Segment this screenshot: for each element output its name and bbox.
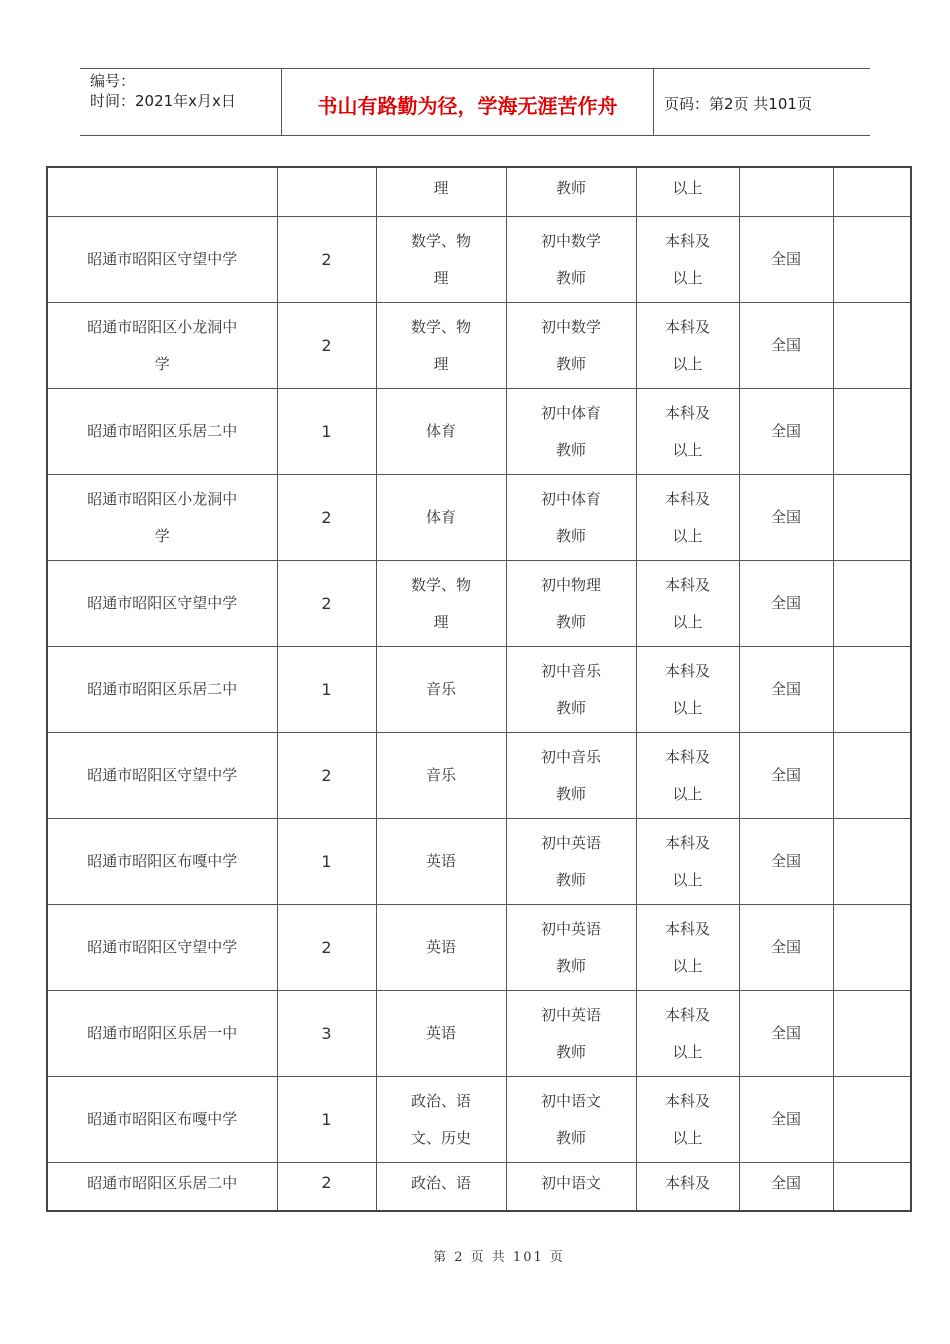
cell-education	[636, 819, 739, 905]
cell-note	[833, 389, 911, 475]
cell-text: 初中物理 教师	[540, 575, 601, 631]
cell-text: 初中体育 教师	[540, 489, 601, 545]
cell-text: 音乐	[425, 766, 456, 784]
cell-text: 昭通市昭阳区乐居一中	[87, 1024, 238, 1042]
cell-text: 3	[321, 1024, 332, 1043]
cell-school	[47, 561, 277, 647]
cell-position	[506, 1077, 636, 1163]
cell-note	[833, 905, 911, 991]
cell-text: 昭通市昭阳区乐居二中	[87, 1174, 238, 1192]
cell-position	[506, 167, 636, 217]
cell-education	[636, 1163, 739, 1212]
cell-note	[833, 819, 911, 905]
cell-text: 本科及 以上	[664, 661, 710, 717]
cell-position	[506, 819, 636, 905]
cell-education	[636, 991, 739, 1077]
cell-text: 全国	[770, 1024, 801, 1042]
cell-count	[277, 1077, 376, 1163]
cell-note	[833, 167, 911, 217]
cell-text: 政治、语	[410, 1174, 471, 1192]
cell-text: 本科及 以上	[664, 317, 710, 373]
table-row	[47, 303, 911, 389]
serial-label: 编号：	[90, 72, 136, 90]
cell-text: 2	[321, 938, 332, 957]
cell-subject	[376, 991, 506, 1077]
cell-text: 数学、物 理	[410, 575, 471, 631]
cell-subject	[376, 819, 506, 905]
cell-text: 昭通市昭阳区守望中学	[87, 250, 238, 268]
cell-text: 初中语文	[540, 1174, 601, 1192]
cell-position	[506, 991, 636, 1077]
cell-text: 2	[321, 1173, 332, 1192]
cell-count	[277, 991, 376, 1077]
cell-text: 教师	[555, 179, 586, 197]
cell-text: 初中数学 教师	[540, 231, 601, 287]
cell-note	[833, 1163, 911, 1212]
cell-school	[47, 217, 277, 303]
cell-school	[47, 167, 277, 217]
table-row	[47, 819, 911, 905]
cell-count	[277, 819, 376, 905]
cell-scope	[739, 1077, 833, 1163]
cell-text: 政治、语 文、历史	[410, 1091, 471, 1147]
cell-text: 初中体育 教师	[540, 403, 601, 459]
cell-text: 本科及 以上	[664, 231, 710, 287]
cell-school	[47, 475, 277, 561]
cell-scope	[739, 819, 833, 905]
cell-count	[277, 905, 376, 991]
cell-text: 音乐	[425, 680, 456, 698]
cell-text: 初中数学 教师	[540, 317, 601, 373]
page-header	[80, 68, 870, 136]
table-row	[47, 167, 911, 217]
cell-note	[833, 303, 911, 389]
cell-note	[833, 475, 911, 561]
cell-position	[506, 389, 636, 475]
cell-school	[47, 991, 277, 1077]
cell-position	[506, 475, 636, 561]
cell-position	[506, 217, 636, 303]
cell-text: 初中语文 教师	[540, 1091, 601, 1147]
table-row	[47, 1163, 911, 1212]
cell-text: 昭通市昭阳区守望中学	[87, 938, 238, 956]
cell-text: 初中音乐 教师	[540, 661, 601, 717]
cell-count	[277, 303, 376, 389]
cell-text: 昭通市昭阳区小龙洞中 学	[87, 489, 238, 545]
cell-position	[506, 561, 636, 647]
cell-text: 昭通市昭阳区守望中学	[87, 766, 238, 784]
cell-school	[47, 819, 277, 905]
cell-text: 初中英语 教师	[540, 919, 601, 975]
cell-text: 本科及 以上	[664, 919, 710, 975]
cell-education	[636, 475, 739, 561]
cell-education	[636, 217, 739, 303]
cell-scope	[739, 1163, 833, 1212]
cell-position	[506, 303, 636, 389]
cell-text: 全国	[770, 766, 801, 784]
cell-education	[636, 389, 739, 475]
cell-text: 昭通市昭阳区布嘎中学	[87, 852, 238, 870]
cell-text: 本科及 以上	[664, 403, 710, 459]
cell-text: 本科及 以上	[664, 833, 710, 889]
cell-count	[277, 389, 376, 475]
table-row	[47, 1077, 911, 1163]
cell-education	[636, 647, 739, 733]
header-page-info: 页码：第2页 共101页	[664, 94, 812, 113]
cell-text: 全国	[770, 336, 801, 354]
table-row	[47, 217, 911, 303]
cell-text: 全国	[770, 1174, 801, 1192]
cell-school	[47, 303, 277, 389]
cell-position	[506, 733, 636, 819]
cell-text: 1	[321, 680, 332, 699]
cell-text: 本科及 以上	[664, 747, 710, 803]
cell-note	[833, 733, 911, 819]
cell-note	[833, 1077, 911, 1163]
table-row	[47, 647, 911, 733]
cell-subject	[376, 905, 506, 991]
cell-note	[833, 217, 911, 303]
cell-text: 昭通市昭阳区布嘎中学	[87, 1110, 238, 1128]
cell-subject	[376, 167, 506, 217]
header-motto: 书山有路勤为径，学海无涯苦作舟	[282, 69, 654, 135]
cell-subject	[376, 1163, 506, 1212]
cell-text: 2	[321, 594, 332, 613]
cell-school	[47, 905, 277, 991]
cell-text: 初中音乐 教师	[540, 747, 601, 803]
cell-subject	[376, 303, 506, 389]
cell-scope	[739, 733, 833, 819]
cell-scope	[739, 561, 833, 647]
table-row	[47, 905, 911, 991]
cell-education	[636, 733, 739, 819]
cell-count	[277, 475, 376, 561]
cell-scope	[739, 991, 833, 1077]
cell-education	[636, 905, 739, 991]
cell-text: 英语	[425, 938, 456, 956]
cell-text: 全国	[770, 938, 801, 956]
table-row	[47, 475, 911, 561]
cell-school	[47, 389, 277, 475]
cell-note	[833, 561, 911, 647]
cell-subject	[376, 647, 506, 733]
cell-text: 体育	[425, 422, 456, 440]
cell-text: 2	[321, 336, 332, 355]
cell-count	[277, 647, 376, 733]
cell-school	[47, 1077, 277, 1163]
cell-text: 昭通市昭阳区乐居二中	[87, 422, 238, 440]
cell-subject	[376, 475, 506, 561]
cell-count	[277, 733, 376, 819]
cell-position	[506, 647, 636, 733]
cell-school	[47, 647, 277, 733]
cell-scope	[739, 389, 833, 475]
cell-text: 初中英语 教师	[540, 833, 601, 889]
cell-count	[277, 217, 376, 303]
cell-text: 本科及 以上	[664, 489, 710, 545]
recruitment-table	[46, 166, 912, 1212]
cell-text: 数学、物 理	[410, 317, 471, 373]
cell-education	[636, 167, 739, 217]
cell-text: 英语	[425, 1024, 456, 1042]
cell-count	[277, 1163, 376, 1212]
page-footer: 第 2 页 共 101 页	[433, 1250, 565, 1265]
cell-text: 英语	[425, 852, 456, 870]
cell-text: 全国	[770, 852, 801, 870]
cell-text: 本科及 以上	[664, 1091, 710, 1147]
cell-count	[277, 561, 376, 647]
cell-note	[833, 991, 911, 1077]
cell-subject	[376, 217, 506, 303]
cell-text: 体育	[425, 508, 456, 526]
cell-school	[47, 733, 277, 819]
cell-text: 以上	[672, 179, 703, 197]
cell-scope	[739, 303, 833, 389]
cell-text: 2	[321, 250, 332, 269]
cell-scope	[739, 647, 833, 733]
cell-note	[833, 647, 911, 733]
cell-text: 全国	[770, 594, 801, 612]
cell-text: 2	[321, 766, 332, 785]
cell-text: 全国	[770, 422, 801, 440]
cell-text: 全国	[770, 508, 801, 526]
cell-text: 昭通市昭阳区乐居二中	[87, 680, 238, 698]
cell-position	[506, 905, 636, 991]
cell-education	[636, 303, 739, 389]
cell-text: 昭通市昭阳区守望中学	[87, 594, 238, 612]
cell-text: 初中英语 教师	[540, 1005, 601, 1061]
table-row	[47, 389, 911, 475]
cell-education	[636, 1077, 739, 1163]
cell-text: 本科及 以上	[664, 575, 710, 631]
cell-scope	[739, 167, 833, 217]
cell-subject	[376, 733, 506, 819]
cell-count	[277, 167, 376, 217]
cell-subject	[376, 389, 506, 475]
cell-text: 本科及	[664, 1174, 710, 1192]
cell-text: 理	[433, 179, 449, 197]
cell-scope	[739, 475, 833, 561]
cell-education	[636, 561, 739, 647]
cell-text: 本科及 以上	[664, 1005, 710, 1061]
header-meta	[80, 69, 282, 135]
cell-text: 数学、物 理	[410, 231, 471, 287]
cell-school	[47, 1163, 277, 1212]
cell-text: 全国	[770, 250, 801, 268]
table-row	[47, 991, 911, 1077]
date-line: 时间：2021年x月x日	[90, 92, 236, 110]
cell-text: 全国	[770, 680, 801, 698]
cell-subject	[376, 561, 506, 647]
cell-scope	[739, 217, 833, 303]
cell-text: 1	[321, 422, 332, 441]
table-row	[47, 561, 911, 647]
cell-position	[506, 1163, 636, 1212]
cell-text: 2	[321, 508, 332, 527]
cell-text: 1	[321, 852, 332, 871]
cell-text: 全国	[770, 1110, 801, 1128]
cell-scope	[739, 905, 833, 991]
cell-subject	[376, 1077, 506, 1163]
cell-text: 昭通市昭阳区小龙洞中 学	[87, 317, 238, 373]
table-row	[47, 733, 911, 819]
cell-text: 1	[321, 1110, 332, 1129]
